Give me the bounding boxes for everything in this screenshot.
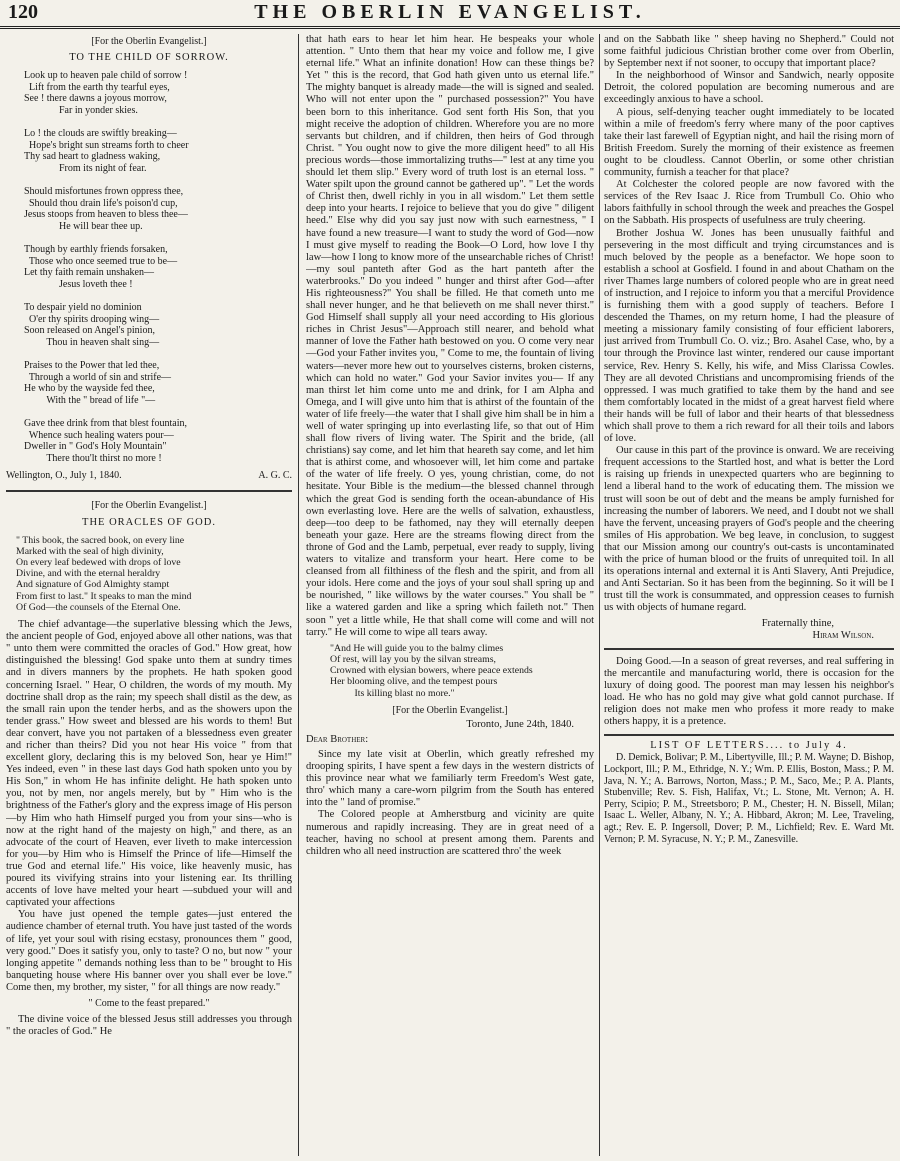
column-3 <box>604 34 894 1156</box>
letter-paragraph: Our cause in this part of the province is onward. We are receiving frequent accessions to the Startled host, and what is better the Lord is raising up friends in unexpected quarters who are beginning to lend a liberal hand to the work of educating them. The mission we trust will soon be out of debt and the means be amply furnished for increasing the number of laborers. We need, and I doubt not we shall have the fervent, unceasing prayers of God's people and the cheering smiles of His approbation. We beg leave, in conclusion, to suggest that our Mission among our country's out-casts is uncontaminated with the price of human blood or the fruits of unrequited toil. In all its operations internal and external it is Anti Slavery, Anti Prejudice, and Anti Sectarian. So it has been from the beginning. So it will be I trust till the work is consummated, and oppression ceases to furnish us with objects of humane regard. <box>604 445 894 614</box>
article-paragraph: that hath ears to hear let him hear. He bespeaks your whole attention. " Unto them that hear my voice and follow me, I give eternal life." What an infinite donation! How can these things be? Yet " this is the record, that God hath given unto us eternal life." The mighty banquet is already made—the will is signed and sealed. Who will not enter upon the " purchased possession?" You have been born to this inheritance. God sent forth His Son, that you might receive the adoption of children. Wherefore you are no more servants but children, and if children, then heirs of God through Christ. " You ought now to give the more diligent heed" to all His precious words—those immortalizing truths—" lest at any time you should let them slip." Every word of truth lost is an eternal loss. " Water spilt upon the ground cannot be gathered up". " Let the words of Christ then, dwell richly in you in all wisdom." Let them settle deep into your hearts. I rejoice to believe that you do give " diligent heed." Else why did you say just now with such earnestness, " I have found a new treasure—I want to study the word of God—now I must give myself to reading the Book—O Lord, how love I thy law—how I long to know more of the unsearchable riches of Christ!—my soul panteth after God as the hart panteth after the waterbrooks." Do you indeed " hunger and thirst after God—after His righteousness?" You shall be filled. He that cometh unto me shall never hunger, and he that believeth on me shall never thirst." God Himself shall supply all your need according to His glorious riches in Christ Jesus"—Approach still nearer, and behold what manner of love the Father hath bestowed on you. O come very near —God your Father invites you, " Come to me, the fountain of living waters—never more hew out to yourselves cisterns, broken cisterns, which can hold no water." God your Savior invites you— If any man thirst let him come unto me and drink, for I am Alpha and Omega, and I will give unto him that is athirst of the fountain of the water of life freely—the water that I shall give him shall be in him a well of water springing up into everlasting life, so that out of Him shall flow rivers of living water. The Spirit and the bride, (all christians) say come, and let him that heareth say come, and let him that is athirst come, and whosoever will, let him come and partake of the water of life freely. O yes, young christian, come, do not hesitate. Your Bible is the medium—the blessed channel through which the great God is sending forth the ocean-abundance of His own everlasting love. Here are the wells of salvation, exhaustless, deep—too deep to be fathomed, nay they will eternally deepen beneath your gaze. Here are the streams flowing direct from the throne of God and the Lamb, perpetual, ever ready to supply, living waters to vitalize and transform your heart. Here come to be cleansed from all filthiness of the flesh and the spirit, and from all your idols. Here come and the joys of your soul shall spring up and be nourished, " like willows by the water courses." You shall be " like a watered garden and like a spring which faileth not." Then soon " yet a little while, He that shall come will come and will not tarry." He will come to wipe all tears away. <box>306 34 594 638</box>
letter-closing: Fraternally thine, <box>761 617 834 629</box>
article-title: THE ORACLES OF GOD. <box>82 516 216 528</box>
letter-byline: [For the Oberlin Evangelist.] <box>392 704 508 716</box>
article-quote-line: " Come to the feast prepared." <box>88 997 210 1009</box>
poem-title: TO THE CHILD OF SORROW. <box>69 52 229 64</box>
letter-place-date: Toronto, June 24th, 1840. <box>466 718 574 730</box>
article-paragraph: You have just opened the temple gates—just entered the audience chamber of eternal truth. You have just tasted of the words of life, yet your soul with rising ecstasy, pronounces them " good, very good." Does it satisfy you, only to taste? O no, but now " your longing appetite " demands nothing less than to be " brought to His banqueting house where His banner over you shall ever be love." Come then, my brother, my sister, " for all things are now ready." <box>6 909 292 993</box>
letter-paragraph: and on the Sabbath like " sheep having no Shepherd." Could not some faithful judicious Christian brother come over from Oberlin, by September next if not sooner, to occupy that important place? <box>604 34 894 70</box>
masthead-title: THE OBERLIN EVANGELIST. <box>254 1 646 23</box>
poem-text: Look up to heaven pale child of sorrow ! Lift from the earth thy tearful eyes, See ! there dawns a joyous morrow, Far in yonder skies. Lo ! the clouds are swiftly breaking— Hope's bright sun streams forth to cheer Thy sad heart to gladness waking, From its night of fear. Should misfortunes frown oppress thee, Should thou drain life's poison'd cup, Jesus stoops from heaven to bless thee— He will bear thee up. Though by earthly friends forsaken, Those who once seemed true to be— Let thy faith remain unshaken— Jesus loveth thee ! To despair yield no dominion O'er thy spirits drooping wing— Soon released on Angel's pinion, Thou in heaven shalt sing— Praises to the Power that led thee, Through a world of sin and strife— He who by the wayside fed thee, With the " bread of life "— Gave thee drink from that blest fountain, Whence such healing waters pour— Dweller in " God's Holy Mountain" There thou'lt thirst no more ! <box>24 70 189 464</box>
article-paragraph: The chief advantage—the superlative blessing which the Jews, the ancient people of God, enjoyed above all other nations, was that " unto them were committed the oracles of God." How great, how distinguished the blessing! God spake unto them at sundry times and in divers manners by the prophets. He hath spoken good concerning Israel. " Hear, O children, the words of my mouth. My doctrine shall drop as the rain; my speech shall distil as the dew, as the small rain upon the tender herbs, and as the showers upon the tender grass." How sweet and blessed are his words to them! But dear convert, have you not partaken of a blessedness even greater and richer than theirs? Did you not hear His voice " from that excellent glory, declaring this is my beloved Son, hear ye Him!" Yes indeed, even " in these last days God hath spoken unto you by His Son," in whom He has infinite delight. He hath spoken unto you, not by men, nor angels merely, but by " Him who is the brightness of the Father's glory and the express image of His person—by Him who hath Himself purged you from your sins—who is now at the right hand of the majesty on high," and there, as an advocate of the court of Heaven, ever liveth to make intercession for you—by Him who is Himself the Prince of life—Himself the true God and eternal life." His voice, like heavenly music, has poured its vivifying strains into your listening ear. Its thrilling accents of love have melted your heart —subdued your will and captivated your affections <box>6 619 292 909</box>
letter-paragraph: The Colored people at Amherstburg and vicinity are quite numerous and rapidly increasing. They are in great need of a teacher, having no school at present among them. Parents and children who all need instruction are scattered thro' the week <box>306 809 594 857</box>
letter-paragraph: At Colchester the colored people are now favored with the services of the Rev Isaac J. Rice from Trumbull Co. Ohio who labors faithfully in school through the week and preaches the Gospel on the Sabbath. His prospects of usefulness are truly cheering. <box>604 179 894 227</box>
column-rule-left <box>298 34 299 1156</box>
letter-paragraph: In the neighborhood of Winsor and Sandwich, nearly opposite Detroit, the colored population are becoming numerous and are exceedingly anxious to have a school. <box>604 70 894 106</box>
poem-place-date: Wellington, O., July 1, 1840. <box>6 470 122 482</box>
letter-paragraph: Brother Joshua W. Jones has been unusually faithful and persevering in the most difficult and trying circumstances and is much beloved by the people as a benefactor. We hope soon to establish a school at Gosfield. I found in and about Chatham on the river Thames large numbers of colored people who are in great need of instruction, and I rejoice to inform you that a merciful Providence is furnishing them with a good supply of teachers. Before I descended the Thames, on my return home, I had the pleasure of meeting a missionary family consisting of four efficient laborers, just arrived from Trumbull Co. O. viz.; Bro. Asahel Case, who, by a tour through the Province last winter, rendered our cause important service, Rev. Henry S. Kelly, his wife, and Miss Clarissa Cowles. They are all devoted Christians and uncompromising friends of the oppressed. I was much gratified to take them by the hand and see them comfortably located in the midst of a great harvest field where their hands will be full of labor and their hearts of that blessedness which shall prove to them a rich reward for all their toils and labors of love. <box>604 227 894 445</box>
poem-signature <box>6 470 292 482</box>
letter-paragraph: Since my late visit at Oberlin, which greatly refreshed my drooping spirits, I have spent a few days in the western districts of this province near what we familiarly term Freedom's West gate, thro' which many a care-worn pilgrim from the South has entered into the " land of promise." <box>306 748 594 809</box>
column-rule-right <box>599 34 600 1156</box>
section-divider <box>604 648 894 650</box>
letters-list: D. Demick, Bolivar; P. M., Libertyville, Ill.; P. M. Wayne; D. Bishop, Lockport, Ill.; P. M., Ethridge, N. Y.; Wm. P. Ellis, Boston, Mass.; P. M. Java, N. Y.; A. Barrows, Norton, Mass.; P. M., Saco, Me.; P. A. Plants, Stubenville; Rev. S. Fish, Halifax, Vt.; L. Stone, Mt. Vernon; A. H. Perry, Scipio; P. M., Streetsboro; P. M., Chester; H. N. Bissell, Milan; Isaac L. Weller, Albany, N. Y.; A. Hibbard, Akron; M. Lee, Traveling, agt.; Rev. E. P. Ingersoll, Dover; P. M., Lichfield; Rev. E. Ward Mt. Vernon; P. M. Syracuse, N. Y.; P. M., Zanesville. <box>604 752 894 845</box>
article-paragraph: The divine voice of the blessed Jesus still addresses you through " the oracles of God." He <box>6 1014 292 1038</box>
letter-salutation: Dear Brother: <box>306 733 369 745</box>
column-1 <box>6 34 292 1156</box>
poem-initials: A. G. C. <box>258 470 292 482</box>
letters-heading: LIST OF LETTERS.... to July 4. <box>604 734 894 752</box>
doing-good-paragraph: Doing Good.—In a season of great reverses, and real suffering in the mercantile and manufacturing world, there is occasion for the luxury of doing good. The poorest man may lessen his neighbor's load. He who has no gold may give what gold cannot purchase. If religion does not make men who profess it more ready to make others happy, it is a pretence. <box>604 655 894 728</box>
page-header <box>0 0 900 29</box>
page-number: 120 <box>8 1 38 23</box>
letter-paragraph: A pious, self-denying teacher ought immediately to be located within a mile of freedom's ferry where many of the poor captives take their last farewell of Egyptian night, and hail the rising morn of British Freedom. Surely the morning of their existence as freemen ought to be cloudless. Cannot Oberlin, or some other christian community, furnish a teacher for that place? <box>604 106 894 179</box>
verse-quote: "And He will guide you to the balmy climes Of rest, will lay you by the silvan streams, Crowned with elysian bowers, where peace extends Her blooming olive, and the tempest pours Its killing blast no more." <box>330 642 533 699</box>
article-byline: [For the Oberlin Evangelist.] <box>91 500 207 512</box>
section-divider <box>6 490 292 492</box>
poem-byline: [For the Oberlin Evangelist.] <box>91 36 207 47</box>
letter-signature: Hiram Wilson. <box>812 629 874 641</box>
column-2 <box>306 34 594 1156</box>
article-epigraph: " This book, the sacred book, on every line Marked with the seal of high divinity, On every leaf bedewed with drops of love Divine, and with the eternal heraldry And signature of God Almighty stampt From first to last." It speaks to man the mind Of God—the counsels of the Eternal One. <box>16 534 192 613</box>
